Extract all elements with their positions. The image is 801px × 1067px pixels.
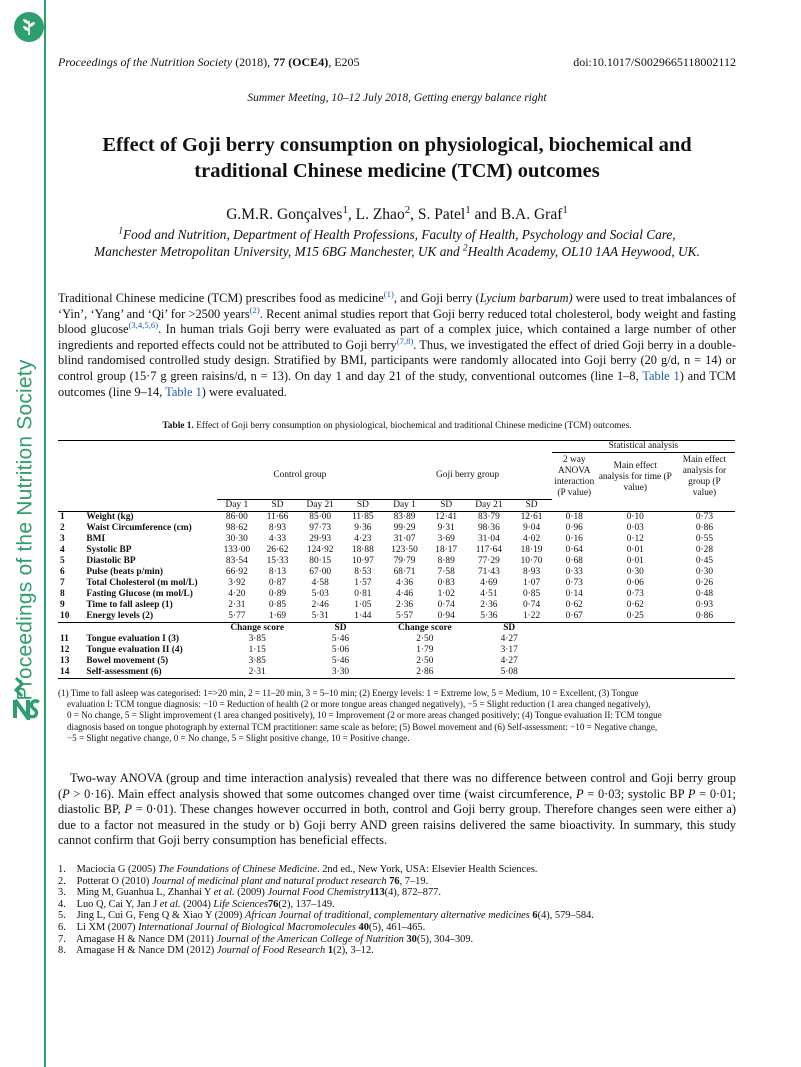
table-cell: 0·85 bbox=[522, 588, 541, 599]
reference-item: 8. Amagase H & Nance DM (2012) Journal of Food Research 1(2), 3–12. bbox=[58, 945, 374, 957]
table-cell: 4·69 bbox=[480, 577, 498, 588]
table-row bbox=[58, 634, 735, 645]
table-cell: 5·08 bbox=[467, 667, 552, 679]
table-cell: 18·19 bbox=[520, 544, 543, 555]
row-number: 4 bbox=[60, 544, 65, 555]
change-score-header: Change score bbox=[397, 622, 452, 633]
table-cell: 1·02 bbox=[437, 588, 455, 599]
table-cell: 5·36 bbox=[467, 611, 512, 623]
table-row bbox=[58, 600, 735, 611]
doi[interactable]: doi:10.1017/S0029665118002112 bbox=[573, 55, 736, 69]
reference-item: 2. Potterat O (2010) Journal of medicinal plant and natural product research 76, 7–19. bbox=[58, 875, 429, 887]
stat-col-header: Main effect analysis for group (P value) bbox=[682, 455, 727, 498]
table-row bbox=[58, 645, 735, 656]
table-cell: 0·01 bbox=[626, 555, 644, 566]
table-cell: 2·36 bbox=[480, 599, 498, 610]
column-header: Day 1 bbox=[383, 499, 426, 511]
table-cell: 2·86 bbox=[383, 667, 466, 679]
table-cell: 3·17 bbox=[500, 644, 518, 655]
row-label: Weight (kg) bbox=[86, 511, 134, 522]
table-cell: 18·17 bbox=[435, 544, 458, 555]
row-label: Time to fall asleep (1) bbox=[86, 599, 173, 610]
stat-analysis-header: Statistical analysis bbox=[552, 441, 735, 453]
table-cell: 29·93 bbox=[309, 533, 332, 544]
row-number: 8 bbox=[60, 588, 65, 599]
table-cell: 5·46 bbox=[331, 633, 350, 644]
table-cell: 8·13 bbox=[268, 566, 287, 577]
table-row bbox=[58, 523, 735, 534]
table-cell: 4·51 bbox=[480, 588, 498, 599]
table-cell: 18·88 bbox=[351, 544, 374, 555]
row-label: Self-assessment (6) bbox=[84, 667, 216, 679]
table-cell: 0·81 bbox=[354, 588, 372, 599]
results-paragraph: Two-way ANOVA (group and time interaction analysis) revealed that there was no difference between control and Goji berry group (P > 0·16). Main effect analysis showed that some outcomes changed over time (waist circumference, P = 0·03; systolic BP P = 0·01; diastolic BP, P = 0·01). These changes however occurred in both, control and Goji berry group. Therefore changes seen were either a) due to a factor not measured in the study or b) Goji berry AND green raisins delivered the same bioactivity. In summary, this study cannot confirm that Goji berry consumption has beneficial effects. bbox=[58, 771, 736, 848]
journal-citation: Proceedings of the Nutrition Society (2018), 77 (OCE4), E205 bbox=[58, 55, 360, 69]
table-cell: 83·79 bbox=[477, 511, 500, 522]
table-cell: 0·14 bbox=[565, 588, 583, 599]
table-cell: 0·25 bbox=[597, 611, 674, 623]
column-header: Day 1 bbox=[217, 499, 258, 511]
stat-col-header: Main effect analysis for time (P value) bbox=[598, 460, 672, 493]
table-cell: 3·69 bbox=[437, 533, 455, 544]
society-leaf-logo-icon bbox=[14, 12, 44, 42]
table-cell: 124·92 bbox=[306, 544, 334, 555]
table-cell: 1·07 bbox=[522, 577, 541, 588]
row-number: 11 bbox=[60, 633, 69, 644]
table-cell: 26·62 bbox=[266, 544, 289, 555]
table-cell: 10·70 bbox=[520, 555, 543, 566]
table-cell: 97·73 bbox=[309, 522, 332, 533]
table-cell: 11·85 bbox=[352, 511, 374, 522]
table-cell: 1·79 bbox=[416, 644, 434, 655]
row-number: 1 bbox=[60, 511, 65, 522]
table-cell: 1·05 bbox=[354, 599, 372, 610]
green-margin-rule bbox=[44, 0, 46, 1067]
table-cell: 0·64 bbox=[565, 544, 583, 555]
table-cell: 8·53 bbox=[354, 566, 372, 577]
row-label: Total Cholesterol (m mol/L) bbox=[86, 577, 198, 588]
table-cell: 0·30 bbox=[695, 566, 714, 577]
table-cell: 1·15 bbox=[248, 644, 266, 655]
table-cell: 4·20 bbox=[228, 588, 246, 599]
table-cell: 2·50 bbox=[416, 655, 434, 666]
table-cell: 4·23 bbox=[354, 533, 372, 544]
table-cell: 5·77 bbox=[217, 611, 258, 623]
table-cell: 0·28 bbox=[695, 544, 714, 555]
table-row bbox=[58, 656, 735, 667]
table-cell: 86·00 bbox=[225, 511, 248, 522]
table-cell: 0·16 bbox=[565, 533, 583, 544]
meeting-subtitle: Summer Meeting, 10–12 July 2018, Getting energy balance right bbox=[247, 92, 547, 104]
table-cell: 0·67 bbox=[552, 611, 597, 623]
table-row bbox=[58, 556, 735, 567]
table-row bbox=[58, 511, 735, 523]
row-label: Bowel movement (5) bbox=[86, 655, 169, 666]
reference-item: 3. Ming M, Guanhua L, Zhanhai Y et al. (2009) Journal Food Chemistry113(4), 872–877. bbox=[58, 887, 441, 899]
table-cell: 15·33 bbox=[266, 555, 289, 566]
table-cell: 0·74 bbox=[437, 599, 455, 610]
table-cell: 83·89 bbox=[393, 511, 416, 522]
column-header: Day 21 bbox=[467, 499, 512, 511]
table-cell: 0·68 bbox=[565, 555, 583, 566]
table-cell: 0·86 bbox=[695, 522, 714, 533]
table-cell: 4·46 bbox=[395, 588, 414, 599]
table-cell: 71·43 bbox=[477, 566, 500, 577]
table-cell: 0·12 bbox=[626, 533, 644, 544]
table-cell: 8·93 bbox=[268, 522, 287, 533]
table-cell: 0·62 bbox=[626, 599, 644, 610]
row-label: Tongue evaluation I (3) bbox=[86, 633, 180, 644]
table-cell: 0·10 bbox=[626, 511, 644, 522]
row-number: 9 bbox=[60, 599, 65, 610]
reference-item: 1. Maciocia G (2005) The Foundations of Chinese Medicine. 2nd ed., New York, USA: Elsevier Health Sciences. bbox=[58, 864, 538, 875]
table-cell: 0·06 bbox=[626, 577, 644, 588]
table-cell: 0·73 bbox=[695, 511, 714, 522]
table-cell: 0·48 bbox=[695, 588, 714, 599]
table-row bbox=[58, 534, 735, 545]
table-cell: 2·31 bbox=[228, 599, 246, 610]
row-label: Pulse (beats p/min) bbox=[86, 566, 163, 577]
table-cell: 0·33 bbox=[565, 566, 583, 577]
column-header: SD bbox=[426, 499, 467, 511]
table-cell: 0·86 bbox=[674, 611, 735, 623]
row-number: 5 bbox=[60, 555, 65, 566]
table-cell: 30·30 bbox=[225, 533, 248, 544]
row-label: Waist Circumference (cm) bbox=[86, 522, 192, 533]
table-cell: 0·74 bbox=[522, 599, 541, 610]
table-row bbox=[58, 545, 735, 556]
table-cell: 9·04 bbox=[522, 522, 541, 533]
article-title: Effect of Goji berry consumption on physiological, biochemical and traditional Chinese medicine (TCM) outcomes bbox=[102, 134, 692, 182]
table-cell: 0·73 bbox=[626, 588, 644, 599]
ns-logo-icon bbox=[12, 676, 40, 725]
table-cell: 8·93 bbox=[522, 566, 541, 577]
table-footnote: (1) Time to fall asleep was categorised: 1=>20 min, 2 = 11–20 min, 3 = 5–10 min; (2) Energy levels: 1 = Extreme low, 5 = Medium, 10 = Excellent, (3) Tongue evaluation I: TCM tongue diagnosis: −10 = Reduction of health (2 or more tongue areas changed negatively), −5 = Slight reduction (1 area changed negatively), 0 = No change, 5 = Slight improvement (1 area changed positively), 10 = Improvement (2 or more areas changed positively; (4) Tongue evaluation II: TCM tongue diagnosis based on tongue photograph by external TCM practitioner: same scale as before; (5) Bowel movement and (6) Self-assessment: −10 = Negative change, −5 = Slight negative change, 0 = No change, 5 = Slight positive change, 10 = Positive change. bbox=[58, 688, 662, 743]
table-cell: 79·79 bbox=[393, 555, 416, 566]
table-cell: 0·18 bbox=[565, 511, 583, 522]
table-cell: 117·64 bbox=[475, 544, 502, 555]
change-score-header: Change score bbox=[230, 622, 285, 633]
table-cell: 77·29 bbox=[477, 555, 500, 566]
table-cell: 4·27 bbox=[500, 655, 518, 666]
table-link[interactable]: Table 1 bbox=[165, 384, 202, 399]
table-cell: 0·62 bbox=[565, 599, 583, 610]
table-cell: 5·03 bbox=[311, 588, 329, 599]
table-row bbox=[58, 578, 735, 589]
table-cell: 85·00 bbox=[309, 511, 332, 522]
table-row bbox=[58, 667, 735, 679]
table-cell: 8·89 bbox=[437, 555, 455, 566]
table-cell: 0·94 bbox=[426, 611, 467, 623]
table-cell: 5·06 bbox=[331, 644, 350, 655]
table-cell: 11·66 bbox=[266, 511, 289, 522]
table-cell: 3·92 bbox=[228, 577, 246, 588]
table-cell: 4·58 bbox=[311, 577, 329, 588]
table-cell: 133·00 bbox=[223, 544, 251, 555]
page-header bbox=[58, 55, 736, 70]
affiliations: $^1$Food and Nutrition, Department of Health Professions, Faculty of Health, Psychology and Social Care, Manchester Metropolitan University, M15 6BG Manchester, UK and $^2$Health Academy, OL10 1AA Heywood, UK. bbox=[94, 226, 700, 259]
goji-group-header: Goji berry group bbox=[436, 470, 500, 480]
table-cell: 0·83 bbox=[437, 577, 455, 588]
table-cell: 66·92 bbox=[225, 566, 248, 577]
table-cell: 0·87 bbox=[268, 577, 287, 588]
column-header: SD bbox=[257, 499, 298, 511]
table-cell: 4·02 bbox=[522, 533, 541, 544]
table-cell: 80·15 bbox=[309, 555, 332, 566]
row-number: 3 bbox=[60, 533, 65, 544]
table-cell: 9·31 bbox=[437, 522, 455, 533]
table-cell: 4·36 bbox=[395, 577, 414, 588]
table-cell: 2·46 bbox=[311, 599, 329, 610]
table-row bbox=[58, 589, 735, 600]
row-label: BMI bbox=[86, 533, 106, 544]
table-cell: 1·22 bbox=[511, 611, 552, 623]
row-label: Diastolic BP bbox=[86, 555, 136, 566]
row-label: Energy levels (2) bbox=[84, 611, 216, 623]
table-cell: 98·62 bbox=[225, 522, 248, 533]
table-cell: 2·36 bbox=[395, 599, 414, 610]
table-cell: 31·04 bbox=[477, 533, 500, 544]
reference-item: 5. Jing L, Cui G, Feng Q & Xiao Y (2009) African Journal of traditional, complementary alternative medicines 6(4), 579–584. bbox=[58, 910, 594, 922]
stat-col-header: 2 way ANOVA interaction (P value) bbox=[554, 455, 595, 498]
table-cell: 5·46 bbox=[331, 655, 350, 666]
table-cell: 0·96 bbox=[565, 522, 583, 533]
change-sd-header: SD bbox=[503, 622, 516, 633]
table-cell: 2·50 bbox=[416, 633, 434, 644]
row-number: 2 bbox=[60, 522, 65, 533]
row-number: 13 bbox=[60, 655, 70, 666]
row-number: 7 bbox=[60, 577, 65, 588]
table-cell: 1·57 bbox=[354, 577, 372, 588]
table-link[interactable]: Table 1 bbox=[642, 368, 680, 383]
table-cell: 0·55 bbox=[695, 533, 714, 544]
row-label: Systolic BP bbox=[86, 544, 132, 555]
table-cell: 1·69 bbox=[257, 611, 298, 623]
control-group-header: Control group bbox=[273, 470, 327, 480]
table-caption: Table 1. Effect of Goji berry consumption on physiological, biochemical and traditional Chinese medicine (TCM) outcomes. bbox=[162, 421, 632, 431]
table-cell: 5·31 bbox=[298, 611, 343, 623]
table-cell: 9·36 bbox=[354, 522, 372, 533]
table-row bbox=[58, 567, 735, 578]
table-row bbox=[58, 611, 735, 623]
table-cell: 0·93 bbox=[695, 599, 714, 610]
table-cell: 10·97 bbox=[351, 555, 374, 566]
row-number: 6 bbox=[60, 566, 65, 577]
table-cell: 7·58 bbox=[437, 566, 455, 577]
column-header: SD bbox=[511, 499, 552, 511]
row-number: 10 bbox=[58, 611, 84, 623]
table-cell: 31·07 bbox=[393, 533, 416, 544]
row-number: 12 bbox=[60, 644, 70, 655]
table-cell: 83·54 bbox=[225, 555, 248, 566]
reference-item: 4. Luo Q, Cai Y, Jan J et al. (2004) Life Sciences76(2), 137–149. bbox=[58, 898, 335, 910]
table-cell: 3·30 bbox=[298, 667, 383, 679]
table-cell: 99·29 bbox=[393, 522, 416, 533]
row-label: Tongue evaluation II (4) bbox=[86, 644, 183, 655]
table-cell: 67·00 bbox=[309, 566, 332, 577]
table-cell: 1·44 bbox=[343, 611, 384, 623]
reference-item: 7. Amagase H & Nance DM (2011) Journal of the American College of Nutrition 30(5), 304–309. bbox=[58, 933, 474, 945]
table-cell: 0·73 bbox=[565, 577, 583, 588]
table-cell: 68·71 bbox=[393, 566, 416, 577]
abstract-paragraph: Traditional Chinese medicine (TCM) prescribes food as medicine$^{(1)}$, and Goji berry (Lycium barbarum) were used to treat imbalances of ‘Yin’, ‘Yang’ and ‘Qi’ for >2500 years$^{(2)}$. Recent animal studies report that Goji berry reduced total cholesterol, body weight and fasting blood glucose$^{(3,4,5,6)}$. In human trials Goji berry were evaluated as part of a complex juice, which contained a large number of other ingredients and reported effects could not be attributed to Goji berry$^{(7,8)}$. Thus, we investigated the effect of dried Goji berry in a double-blind randomised controlled study design. Stratified by BMI, participants were randomly allocated into Goji berry (20 g/d, n = 14) or control group (15·7 g green raisins/d, n = 13). On day 1 and day 21 of the study, conventional outcomes (line 1–8, Table 1) and TCM outcomes (line 9–14, Table 1) were evaluated. bbox=[58, 288, 737, 399]
column-header: SD bbox=[343, 499, 384, 511]
row-label: Fasting Glucose (m mol/L) bbox=[86, 588, 193, 599]
results-table bbox=[58, 440, 735, 679]
table-cell: 0·89 bbox=[268, 588, 287, 599]
change-sd-header: SD bbox=[334, 622, 347, 633]
table-cell: 12·61 bbox=[520, 511, 543, 522]
table-cell: 4·33 bbox=[268, 533, 287, 544]
column-header: Day 21 bbox=[298, 499, 343, 511]
table-cell: 0·03 bbox=[626, 522, 644, 533]
table-cell: 0·30 bbox=[626, 566, 644, 577]
table-cell: 0·01 bbox=[626, 544, 644, 555]
table-cell: 2·31 bbox=[217, 667, 298, 679]
table-cell: 98·36 bbox=[477, 522, 500, 533]
row-number: 14 bbox=[58, 667, 84, 679]
reference-list bbox=[58, 864, 738, 957]
table-cell: 123·50 bbox=[391, 544, 418, 555]
author-list: G.M.R. Gonçalves$^1$, L. Zhao$^2$, S. Patel$^1$ and B.A. Graf$^1$ bbox=[226, 203, 568, 223]
table-cell: 0·26 bbox=[695, 577, 714, 588]
reference-item: 6. Li XM (2007) International Journal of Biological Macromolecules 40(5), 461–465. bbox=[58, 921, 426, 933]
table-cell: 3·85 bbox=[248, 655, 266, 666]
table-cell: 4·27 bbox=[500, 633, 518, 644]
table-cell: 0·85 bbox=[268, 599, 287, 610]
table-cell: 5·57 bbox=[383, 611, 426, 623]
table-cell: 0·45 bbox=[695, 555, 714, 566]
table-cell: 12·41 bbox=[435, 511, 458, 522]
journal-side-title: Proceedings of the Nutrition Society bbox=[14, 359, 38, 701]
table-cell: 3·85 bbox=[248, 633, 266, 644]
